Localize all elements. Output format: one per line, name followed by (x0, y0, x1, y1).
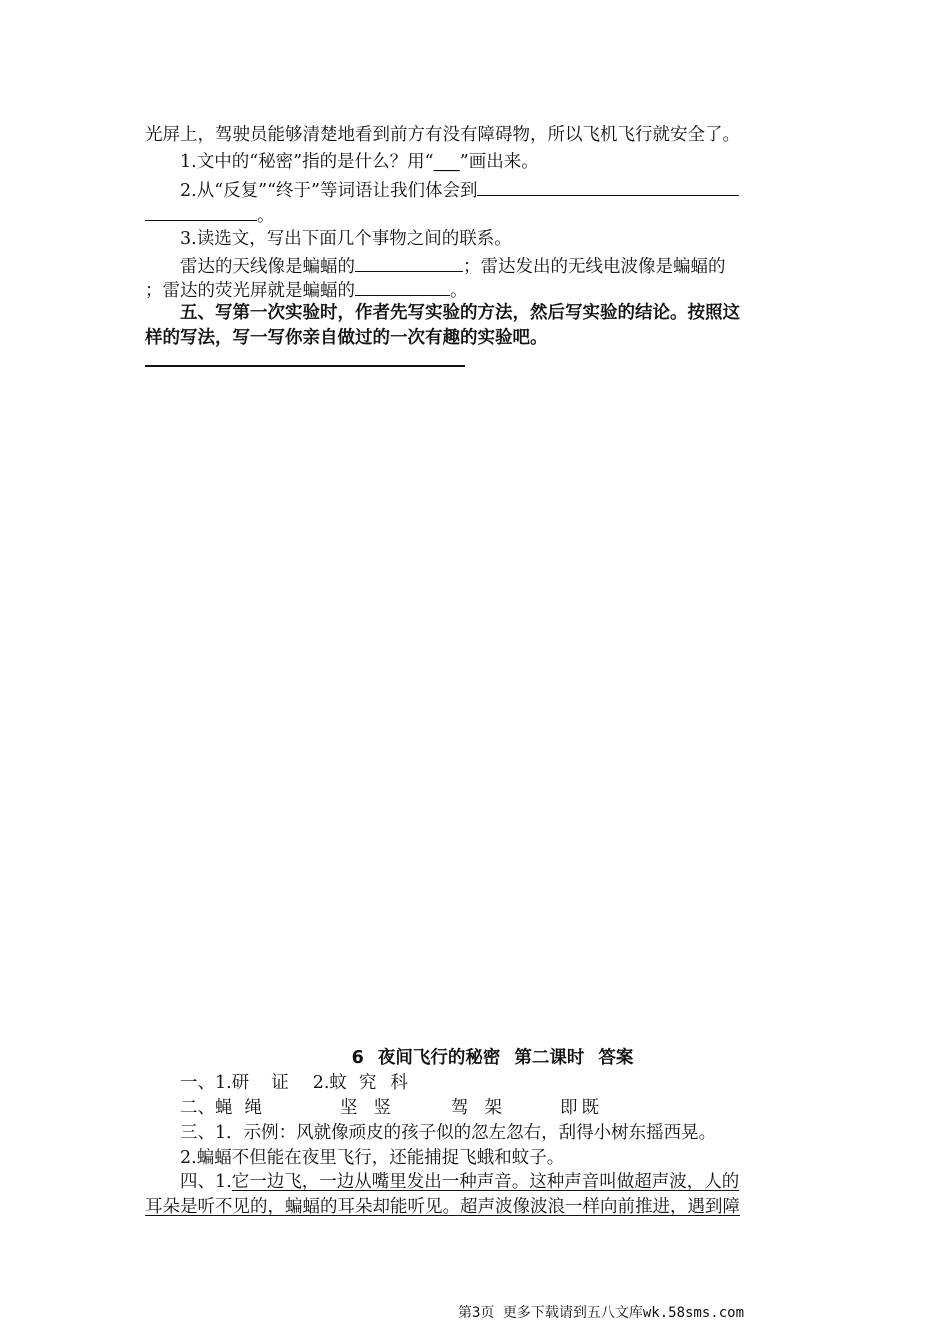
question-1 (180, 150, 805, 174)
question-3: 3.读选文，写出下面几个事物之间的联系。 (180, 229, 512, 249)
title-period: 第二课时 (514, 1048, 585, 1068)
text-line: 光屏上，驾驶员能够清楚地看到前方有没有障碍物，所以飞机飞行就安全了。 (145, 125, 740, 145)
answer-word: 科 (390, 1073, 408, 1093)
writing-rule (145, 365, 465, 367)
answer-3: 三、1．示例：风就像顽皮的孩子似的忽左忽右，刮得小树东摇西晃。 (180, 1123, 717, 1143)
radar-text-end: 。 (450, 281, 468, 301)
answer-blank (355, 253, 463, 272)
title-number: 6 (351, 1048, 364, 1068)
answer-word: 证 (271, 1073, 289, 1093)
answer-word: 2.蚊 (312, 1073, 347, 1093)
answer-1-prefix: 一、1. (180, 1073, 232, 1093)
answer-word: 坚 (340, 1098, 358, 1118)
answer-4 (180, 1170, 805, 1194)
radar-text-b: ；雷达发出的无线电波像是蝙蝠的 (463, 257, 726, 277)
answer-4-prefix: 四、1. (180, 1172, 232, 1192)
question-2 (180, 177, 805, 203)
section-5-heading-continued: 样的写法，写一写你亲自做过的一次有趣的实验吧。 (145, 328, 548, 348)
answer-blank (145, 202, 257, 221)
answer-word: 架 (484, 1098, 502, 1118)
page-footer: 第3页 更多下载请到五八文库wk.58sms.com (458, 1305, 745, 1321)
answer-2-prefix: 二、 (180, 1098, 215, 1118)
answer-word: 研 (231, 1073, 250, 1093)
question-1-text-end: ”画出来。 (459, 152, 539, 172)
answer-2 (180, 1096, 805, 1120)
answer-4-underlined: 耳朵是听不见的，蝙蝠的耳朵却能听见。超声波像波浪一样向前推进，遇到障 (145, 1197, 740, 1217)
question-2-text: 2.从“反复”“终于”等词语让我们体会到 (180, 181, 478, 201)
answer-word: 驾 (451, 1098, 469, 1118)
answer-word: 即 (560, 1098, 578, 1118)
question-1-text: 1.文中的“秘密”指的是什么？用“ (180, 152, 434, 172)
answer-word: 究 (358, 1073, 377, 1093)
answer-1 (180, 1071, 805, 1095)
answer-title (0, 1046, 950, 1070)
answer-word: 蝇 (215, 1098, 233, 1118)
question-1-blank: ___ (433, 152, 460, 172)
answer-word: 竖 (373, 1098, 391, 1118)
answer-word: 绳 (244, 1098, 262, 1118)
question-2-end: 。 (257, 206, 275, 226)
answer-blank (477, 177, 739, 196)
radar-line-1 (180, 253, 805, 279)
answer-4-continued (145, 1195, 805, 1219)
radar-line-2 (145, 277, 805, 303)
question-2-continued (145, 202, 805, 228)
section-5-heading: 五、写第一次实验时，作者先写实验的方法，然后写实验的结论。按照这 (180, 303, 740, 323)
answer-word: 既 (581, 1098, 599, 1118)
answer-3-2: 2.蝙蝠不但能在夜里飞行，还能捕捉飞蛾和蚊子。 (180, 1148, 565, 1168)
title-answer: 答案 (598, 1048, 634, 1068)
radar-text-c: ；雷达的荧光屏就是蝙蝠的 (145, 281, 355, 301)
radar-text-a: 雷达的天线像是蝙蝠的 (180, 257, 355, 277)
answer-blank (355, 277, 450, 296)
answer-4-underlined: 它一边飞，一边从嘴里发出一种声音。这种声音叫做超声波，人的 (231, 1172, 740, 1192)
title-main: 夜间飞行的秘密 (377, 1048, 501, 1068)
